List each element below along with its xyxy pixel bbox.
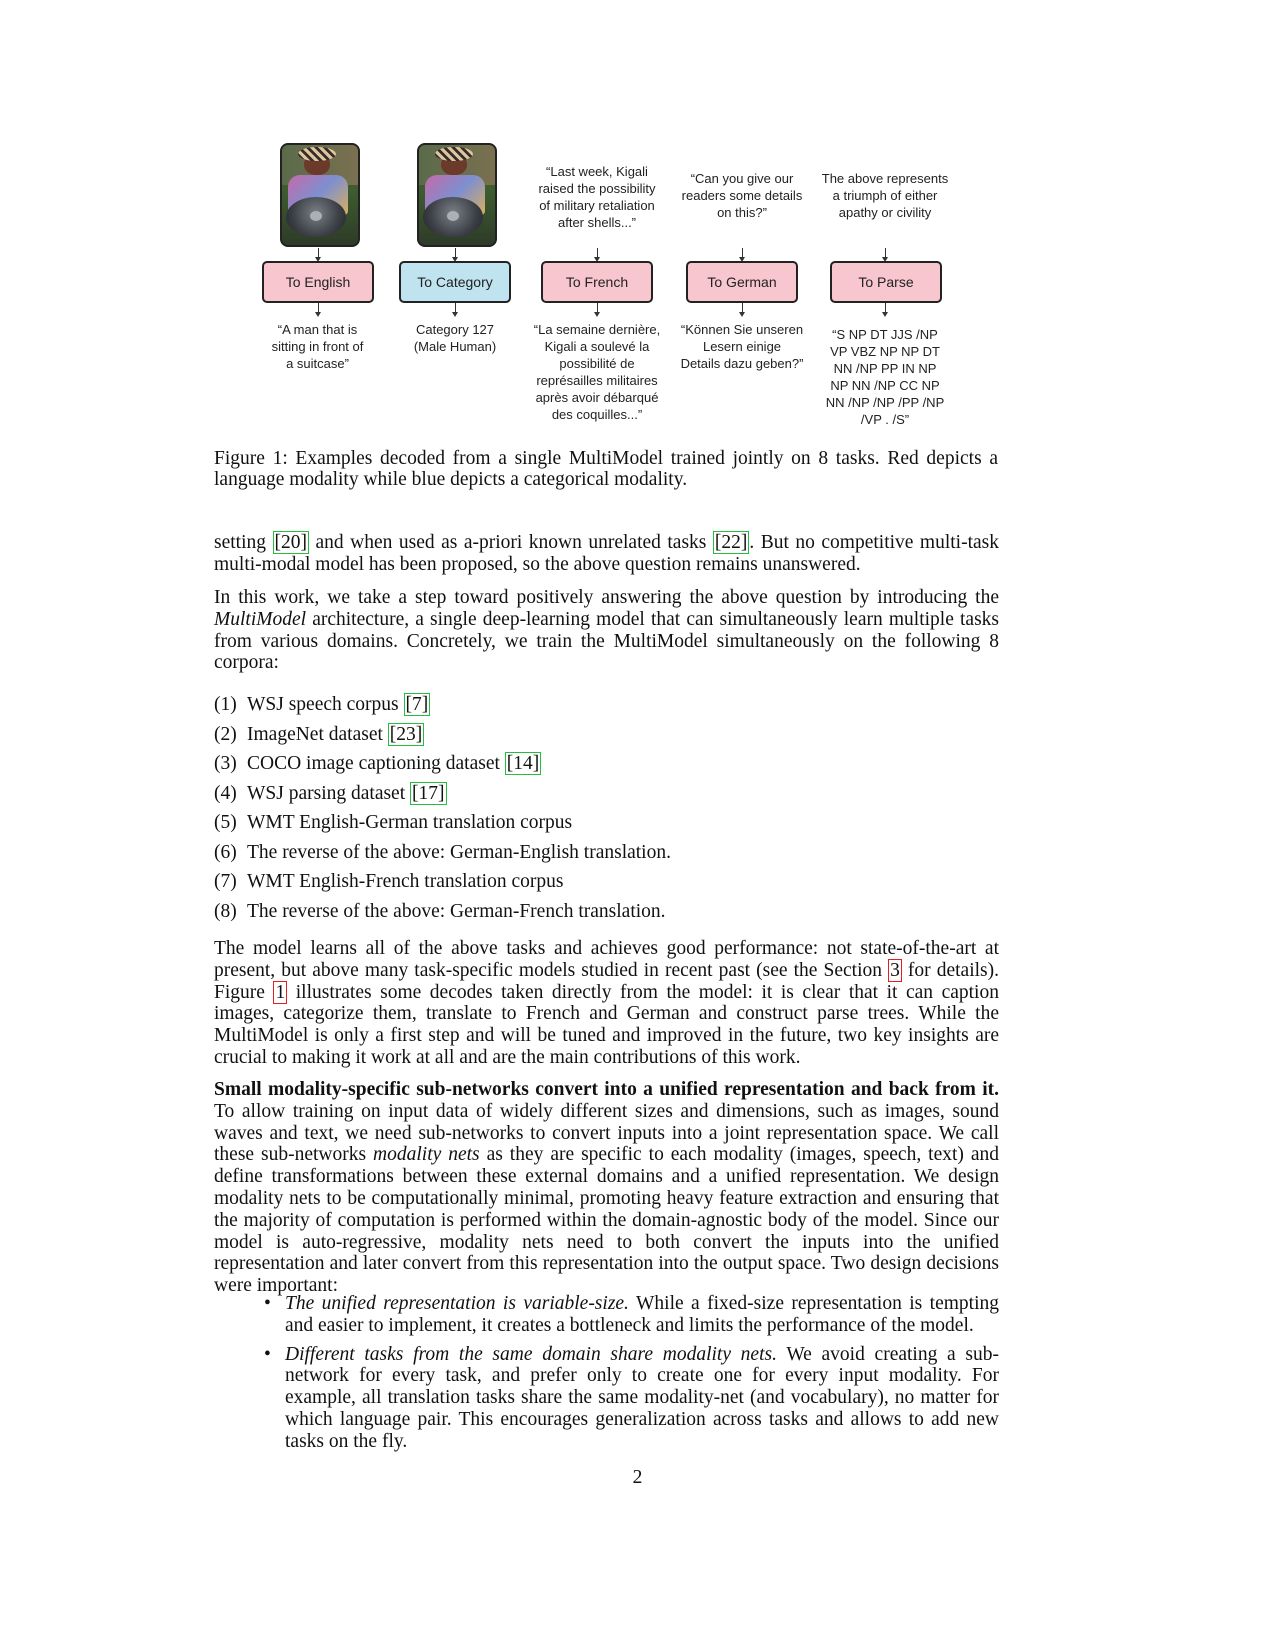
- input-text-french: “Last week, Kigali raised the possibility of military retaliation after shells...”: [538, 164, 656, 230]
- paragraph-2: In this work, we take a step toward positively answering the above question by introducing the MultiModel architecture, a single deep-learning model that can simultaneously learn multiple tasks from various domains. Concretely, we train the MultiModel simultaneously on the following 8 corpora:: [214, 587, 999, 674]
- paragraph-heading: Small modality-specific sub-networks convert into a unified representation and back from it.: [214, 1079, 999, 1100]
- input-photo-english: [280, 143, 360, 247]
- paragraph-4: Small modality-specific sub-networks convert into a unified representation and back from it. To allow training on input data of widely different sizes and dimensions, such as images, sound waves and text, we need sub-networks to convert inputs into a joint representation space. We call these sub-networks modality nets as they are specific to each modality (images, speech, text) and define transformations between these external domains and a unified representation. We design modality nets to be computationally minimal, promoting heavy feature extraction and ensuring that the majority of computation is performed within the domain-agnostic body of the model. Since our model is auto-regressive, modality nets need to both convert the inputs into the unified representation and later convert from this representation into the output space. Two design decisions were important:: [214, 1079, 999, 1297]
- arrow-in-english: [318, 248, 319, 258]
- input-text-german: “Can you give our readers some details on this?”: [681, 171, 803, 220]
- arrow-in-french: [597, 248, 598, 258]
- arrow-out-english: [318, 303, 319, 313]
- arrow-in-category: [455, 248, 456, 258]
- paragraph-1: setting [20] and when used as a-priori known unrelated tasks [22] . But no competitive multi-task multi-modal model has been proposed, so the above question remains unanswered.: [214, 532, 1000, 575]
- output-french: “La semaine dernière, Kigali a soulevé la possibilité de représailles militaires après avoir débarqué des coquilles...”: [533, 322, 661, 422]
- list-item: (3) COCO image captioning dataset [14]: [214, 753, 540, 774]
- figure-caption: Figure 1: Examples decoded from a single MultiModel trained jointly on 8 tasks. Red depicts a language modality while blue depicts a categorical modality.: [214, 448, 998, 490]
- list-item: (4) WSJ parsing dataset [17]: [214, 782, 445, 804]
- citation-link[interactable]: [17]: [412, 782, 445, 804]
- output-category: Category 127 (Male Human): [413, 322, 497, 354]
- citation-link[interactable]: [7]: [405, 694, 429, 715]
- citation-link[interactable]: [23]: [389, 723, 423, 745]
- figure-1: [0, 0, 1275, 460]
- list-item: (2) ImageNet dataset [23]: [214, 723, 423, 745]
- arrow-out-category: [455, 303, 456, 313]
- list-item: • Different tasks from the same domain share modality nets. We avoid creating a sub-network for every task, and prefer only to create one for every input modality. For example, all translation tasks share the same modality-net (and vocabulary), no matter for which language pair. This encourages generalization across tasks and allows to add new tasks on the fly.: [264, 1343, 999, 1452]
- list-item: (7) WMT English-French translation corpus: [214, 871, 564, 892]
- citation-link[interactable]: [14]: [506, 753, 540, 774]
- bullet-icon: •: [264, 1343, 271, 1365]
- to-category-box: To Category: [399, 261, 511, 303]
- to-parse-box: To Parse: [830, 261, 942, 303]
- arrow-out-french: [597, 303, 598, 313]
- to-german-box: To German: [686, 261, 798, 303]
- output-english: “A man that is sitting in front of a suitcase”: [271, 322, 364, 371]
- arrow-out-german: [742, 303, 743, 313]
- to-french-box: To French: [541, 261, 653, 303]
- list-item: (1) WSJ speech corpus [7]: [214, 694, 429, 715]
- input-photo-category: [417, 143, 497, 247]
- section-ref-link[interactable]: 3: [890, 959, 900, 981]
- list-item: (6) The reverse of the above: German-English translation.: [214, 841, 671, 863]
- citation-link[interactable]: [20]: [274, 532, 307, 553]
- list-item: (5) WMT English-German translation corpus: [214, 812, 573, 833]
- corpora-list: [214, 690, 999, 926]
- bullet-icon: •: [264, 1293, 271, 1314]
- list-item: (8) The reverse of the above: German-French translation.: [214, 900, 666, 922]
- output-parse: “S NP DT JJS /NP VP VBZ NP NP DT NN /NP PP IN NP NP NN /NP CC NP NN /NP /NP /PP /NP /VP . /S”: [825, 327, 945, 427]
- arrow-in-parse: [885, 248, 886, 258]
- design-decisions-list: [264, 1293, 999, 1460]
- to-english-box: To English: [262, 261, 374, 303]
- output-german: “Können Sie unseren Lesern einige Details dazu geben?”: [680, 322, 804, 371]
- arrow-out-parse: [885, 303, 886, 313]
- list-item: • The unified representation is variable-size. While a fixed-size representation is tempting and easier to implement, it creates a bottleneck and limits the performance of the model.: [264, 1293, 999, 1336]
- paragraph-3: The model learns all of the above tasks and achieves good performance: not state-of-the-art at present, but above many task-specific models studied in recent past (see the Section 3 for details). Figure 1 illustrates some decodes taken directly from the model: it is clear that it can caption images, categorize them, translate to French and German and construct parse trees. While the MultiModel is only a first step and will be tuned and improved in the future, two key insights are crucial to making it work at all and are the main contributions of this work.: [214, 938, 1000, 1068]
- input-text-parse: The above represents a triumph of either apathy or civility: [821, 171, 949, 220]
- page-number: 2: [632, 1467, 643, 1488]
- arrow-in-german: [742, 248, 743, 258]
- figure-ref-link[interactable]: 1: [275, 981, 286, 1003]
- citation-link[interactable]: [22]: [714, 532, 748, 553]
